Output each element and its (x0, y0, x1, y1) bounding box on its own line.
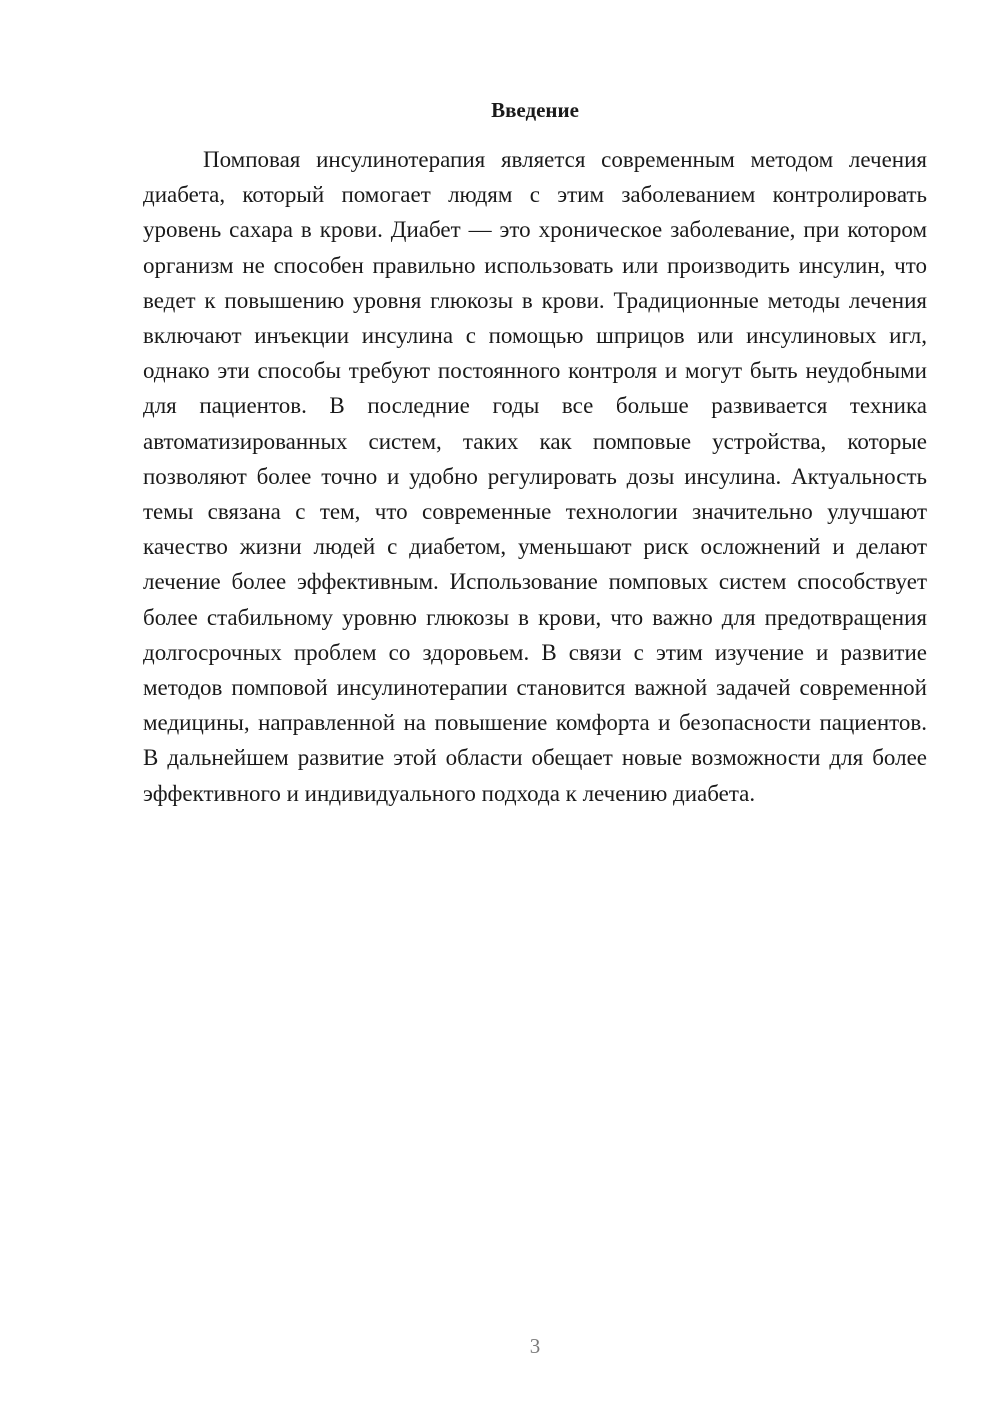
section-heading: Введение (491, 98, 579, 122)
page-number: 3 (529, 1334, 541, 1358)
body-paragraph: Помповая инсулинотерапия является современным методом лечения диабета, который помогает людям с этим заболеванием контролировать уровень сахара в крови. Диабет — это хроническое заболевание, при котором организм не способен правильно использовать или производить инсулин, что ведет к повышению уровня глюкозы в крови. Традиционные методы лечения включают инъекции инсулина с помощью шприцов или инсулиновых игл, однако эти способы требуют постоянного контроля и могут быть неудобными для пациентов. В последние годы все больше развивается техника автоматизированных систем, таких как помповые устройства, которые позволяют более точно и удобно регулировать дозы инсулина. Актуальность темы связана с тем, что современные технологии значительно улучшают качество жизни людей с диабетом, уменьшают риск осложнений и делают лечение более эффективным. Использование помповых систем способствует более стабильному уровню глюкозы в крови, что важно для предотвращения долгосрочных проблем со здоровьем. В связи с этим изучение и развитие методов помповой инсулинотерапии становится важной задачей современной медицины, направленной на повышение комфорта и безопасности пациентов. В дальнейшем развитие этой области обещает новые возможности для более эффективного и индивидуального подхода к лечению диабета. (143, 147, 927, 806)
